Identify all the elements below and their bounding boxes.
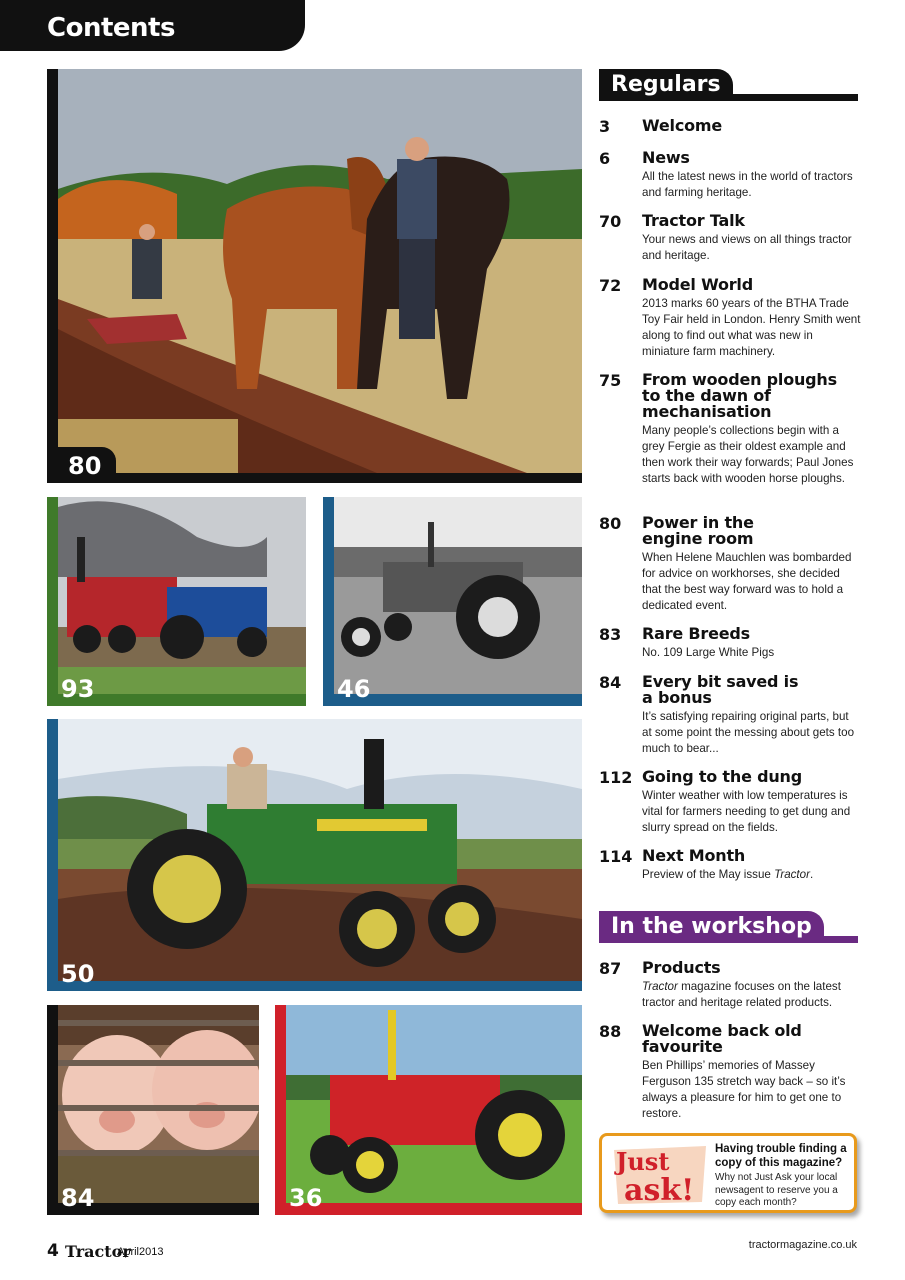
entry-page-number: 88	[599, 1022, 622, 1041]
photo-david-brown[interactable]	[275, 1005, 582, 1215]
contents-entry[interactable]	[599, 515, 861, 614]
contents-entry[interactable]	[599, 150, 861, 201]
photo-john-deere[interactable]	[47, 719, 582, 991]
just-ask-text: Why not Just Ask your local newsagent to reserve you a copy each month?	[715, 1172, 838, 1208]
entry-title: Power in the engine room	[642, 513, 754, 548]
entry-description: All the latest news in the world of tractors and farming heritage.	[642, 170, 853, 199]
section-title: In the workshop	[599, 911, 824, 943]
magazine-name: Tractor	[65, 1242, 131, 1261]
entry-page-number: 72	[599, 276, 622, 295]
contents-entry[interactable]	[599, 674, 861, 757]
entry-title: Tractor Talk	[642, 211, 745, 230]
entry-description-text: .	[809, 868, 814, 881]
photo-number: 36	[289, 1184, 323, 1212]
contents-entry[interactable]	[599, 118, 861, 134]
entry-description	[642, 979, 861, 1011]
entry-description	[642, 867, 861, 883]
entry-description-emphasis: Tractor	[642, 980, 678, 993]
entry-title: From wooden ploughs to the dawn of mechanisation	[642, 370, 837, 421]
entry-title: Products	[642, 958, 721, 977]
entry-description-text: magazine focuses on the latest tractor and heritage related products.	[642, 980, 841, 1009]
entry-page-number: 83	[599, 625, 622, 644]
just-ask-logo	[610, 1144, 710, 1206]
entry-title: Welcome back old favourite	[642, 1021, 802, 1056]
contents-entry[interactable]	[599, 626, 861, 661]
photo-pigs[interactable]	[47, 1005, 259, 1215]
entry-title: Rare Breeds	[642, 624, 750, 643]
photo-horses-ploughing[interactable]	[47, 69, 582, 483]
contents-entry[interactable]	[599, 213, 861, 264]
section-title: Regulars	[599, 69, 733, 101]
entry-title: Next Month	[642, 846, 746, 865]
entry-description-emphasis: Tractor	[774, 868, 810, 881]
entry-description: Your news and views on all things tractor and heritage.	[642, 233, 852, 262]
entry-title: Going to the dung	[642, 767, 802, 786]
entry-title: Every bit saved is a bonus	[642, 672, 799, 707]
entry-description: 2013 marks 60 years of the BTHA Trade Toy Fair held in London. Henry Smith went along to find out what was new in miniature farm machinery.	[642, 297, 861, 358]
entry-title: Welcome	[642, 116, 723, 135]
contents-entry[interactable]	[599, 960, 861, 1011]
logo-text-just: Just	[616, 1147, 670, 1176]
photo-number: 84	[61, 1184, 95, 1212]
issue-date: April2013	[117, 1246, 164, 1258]
contents-header	[0, 0, 305, 51]
entry-description: Ben Phillips’ memories of Massey Ferguson 135 stretch way back – so it’s always a pleasure for him to get one to restore.	[642, 1059, 846, 1120]
photo-number: 93	[61, 675, 95, 703]
photo-traction-engine[interactable]	[47, 497, 306, 706]
entry-page-number: 114	[599, 847, 633, 866]
entry-description: Winter weather with low temperatures is vital for farmers needing to get dung and slurry spread on the fields.	[642, 789, 851, 834]
photo-number: 80	[68, 452, 102, 480]
contents-entry[interactable]	[599, 769, 861, 836]
logo-text-ask: ask!	[624, 1173, 695, 1206]
section-regulars	[599, 69, 858, 101]
photo-vintage-tractor[interactable]	[323, 497, 582, 706]
page-number: 4	[47, 1241, 59, 1261]
just-ask-box	[599, 1133, 857, 1213]
contents-entry[interactable]	[599, 277, 861, 360]
contents-entry[interactable]	[599, 372, 861, 487]
section-workshop	[599, 911, 858, 943]
entry-description: Many people’s collections begin with a grey Fergie as their oldest example and then work their way forwards; Paul Jones starts back with wooden horse ploughs.	[642, 424, 854, 485]
entry-page-number: 87	[599, 959, 622, 978]
entry-page-number: 80	[599, 514, 622, 533]
entry-description: It’s satisfying repairing original parts, but at some point the messing about gets too much to bear...	[642, 710, 855, 755]
entry-page-number: 75	[599, 371, 622, 390]
entry-page-number: 6	[599, 149, 611, 168]
entry-title: News	[642, 148, 690, 167]
contents-entry[interactable]	[599, 848, 861, 883]
photo-number: 46	[337, 675, 371, 703]
website-url[interactable]: tractormagazine.co.uk	[748, 1239, 857, 1251]
entry-page-number: 70	[599, 212, 622, 231]
entry-description-text: Preview of the May issue	[642, 868, 775, 881]
entry-description: When Helene Mauchlen was bombarded for advice on workhorses, she decided that the best way forward was to hold a dedicated event.	[642, 551, 852, 612]
entry-description: No. 109 Large White Pigs	[642, 646, 775, 659]
page-title: Contents	[47, 13, 175, 43]
photo-number: 50	[61, 960, 95, 988]
entry-page-number: 84	[599, 673, 622, 692]
section-rule	[729, 94, 858, 101]
contents-entry[interactable]	[599, 1023, 861, 1122]
just-ask-title: Having trouble finding a copy of this magazine?	[715, 1143, 847, 1169]
entry-title: Model World	[642, 275, 753, 294]
entry-page-number: 112	[599, 768, 633, 787]
entry-page-number: 3	[599, 117, 611, 136]
section-rule	[820, 936, 858, 943]
